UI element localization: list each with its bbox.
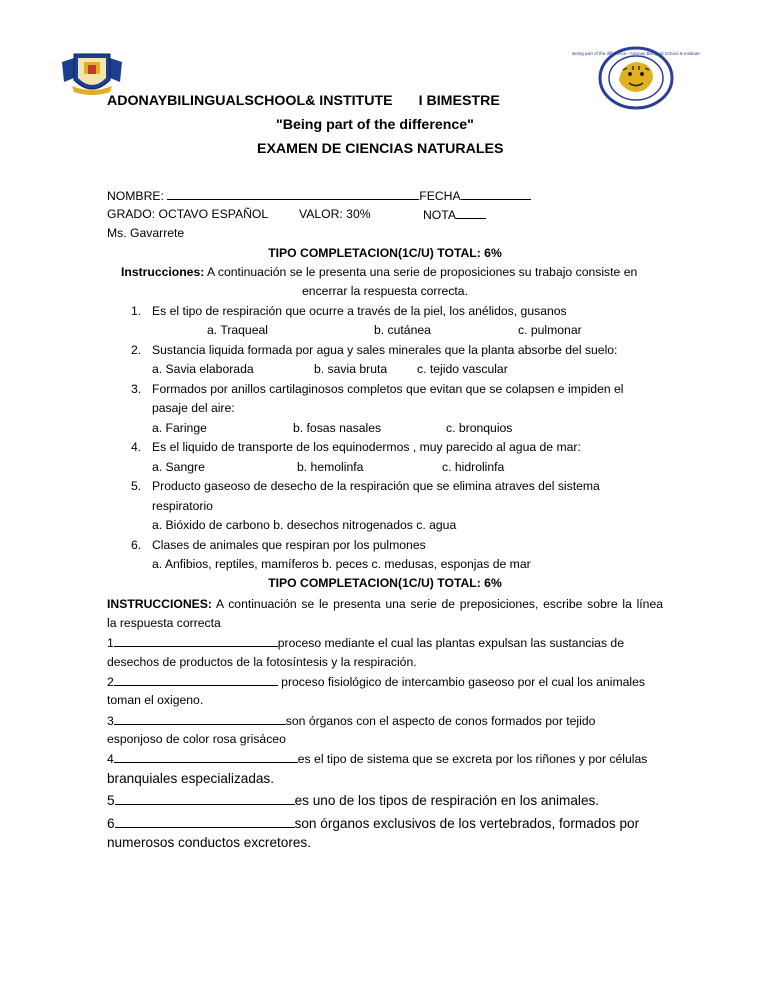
q2-option-c[interactable]: c. tejido vascular (417, 362, 508, 376)
q5-options[interactable]: a. Bióxido de carbono b. desechos nitrogenados c. agua (152, 518, 457, 532)
fill-item-3-cont: esponjoso de color rosa grisáceo (107, 732, 286, 746)
question-6: 6. Clases de animales que respiran por los pulmones (131, 538, 426, 552)
name-field[interactable] (167, 187, 419, 200)
fill-item-1-cont: desechos de productos de la fotosíntesis y la respiración. (107, 655, 417, 669)
section2-instructions: INSTRUCCIONES: A continuación se le presenta una serie de preposiciones, escribe sobre la línea (107, 597, 663, 611)
date-field[interactable] (461, 187, 531, 200)
note-label: NOTA (423, 208, 456, 222)
q6-options[interactable]: a. Anfibios, reptiles, mamíferos b. peces c. medusas, esponjas de mar (152, 557, 531, 571)
section1-instructions: Instrucciones: A continuación se le presenta una serie de proposiciones su trabajo consiste en (121, 265, 638, 279)
note-field[interactable] (456, 206, 486, 219)
fill-blank-2[interactable] (114, 673, 278, 686)
q2-option-a[interactable]: a. Savia elaborada (152, 362, 254, 376)
date-label: FECHA (419, 189, 461, 203)
fill-item-6-cont: numerosos conductos excretores. (107, 835, 312, 850)
q4-option-a[interactable]: a. Sangre (152, 460, 205, 474)
fill-blank-4[interactable] (114, 750, 298, 763)
fill-item-1: 1 proceso mediante el cual las plantas expulsan las sustancias de (107, 636, 624, 650)
fill-blank-1[interactable] (114, 634, 278, 647)
section1-instructions-cont: encerrar la respuesta correcta. (302, 284, 468, 298)
section2-instructions-cont: la respuesta correcta (107, 616, 221, 630)
q3-option-a[interactable]: a. Faringe (152, 421, 207, 435)
q4-option-b[interactable]: b. hemolinfa (297, 460, 364, 474)
q1-option-b[interactable]: b. cutánea (374, 323, 431, 337)
q2-option-b[interactable]: b. savia bruta (314, 362, 388, 376)
question-2: 2. Sustancia liquida formada por agua y sales minerales que la planta absorbe del suelo: (131, 343, 618, 357)
grade-row (107, 206, 268, 222)
q1-option-c[interactable]: c. pulmonar (518, 323, 582, 337)
teacher-name: Ms. Gavarrete (107, 226, 185, 240)
fill-item-3: 3 son órganos con el aspecto de conos formados por tejido (107, 714, 596, 728)
exam-title: EXAMEN DE CIENCIAS NATURALES (257, 141, 504, 157)
value-text: VALOR: 30% (299, 207, 371, 221)
fill-blank-5[interactable] (115, 792, 295, 805)
fill-item-6: 6 son órganos exclusivos de los vertebrados, formados por (107, 816, 640, 831)
question-5-cont: respiratorio (152, 499, 213, 513)
fill-blank-3[interactable] (114, 712, 286, 725)
question-4: 4. Es el liquido de transporte de los equinodermos , muy parecido al agua de mar: (131, 440, 581, 454)
q1-option-a[interactable]: a. Traqueal (207, 323, 268, 337)
question-3: 3. Formados por anillos cartilaginosos completos que evitan que se colapsen e impiden el (131, 382, 624, 396)
fill-item-4-cont: branquiales especializadas. (107, 771, 275, 786)
fill-blank-6[interactable] (115, 815, 295, 828)
question-1: 1. Es el tipo de respiración que ocurre a través de la piel, los anélidos, gusanos (131, 304, 567, 318)
fill-item-5: 5 es uno de los tipos de respiración en los animales. (107, 793, 600, 808)
section2-title: TIPO COMPLETACION(1C/U) TOTAL: 6% (268, 576, 502, 590)
fill-item-4: 4 es el tipo de sistema que se excreta por los riñones y por células (107, 752, 648, 766)
q3-option-c[interactable]: c. bronquios (446, 421, 513, 435)
fill-item-2-cont: toman el oxigeno. (107, 693, 204, 707)
svg-text:Being part of the difference -: Being part of the difference - Adonay Bilingual School & Institute (572, 51, 700, 56)
question-5: 5. Producto gaseoso de desecho de la respiración que se elimina atraves del sistema (131, 479, 600, 493)
fill-item-2: 2 proceso fisiológico de intercambio gaseoso por el cual los animales (107, 675, 645, 689)
grade-text: GRADO: OCTAVO ESPAÑOL (107, 207, 269, 221)
term-label: I BIMESTRE (418, 93, 500, 109)
round-school-seal-icon (572, 46, 700, 110)
name-label: NOMBRE: (107, 189, 164, 203)
question-3-cont: pasaje del aire: (152, 401, 235, 415)
note-row (423, 206, 486, 223)
school-name: ADONAYBILINGUALSCHOOL& INSTITUTE I BIMESTRE (107, 93, 500, 109)
name-date-row (107, 187, 531, 204)
section1-title: TIPO COMPLETACION(1C/U) TOTAL: 6% (268, 246, 502, 260)
q3-option-b[interactable]: b. fosas nasales (293, 421, 382, 435)
q4-option-c[interactable]: c. hidrolinfa (442, 460, 505, 474)
school-motto: "Being part of the difference" (276, 117, 474, 133)
